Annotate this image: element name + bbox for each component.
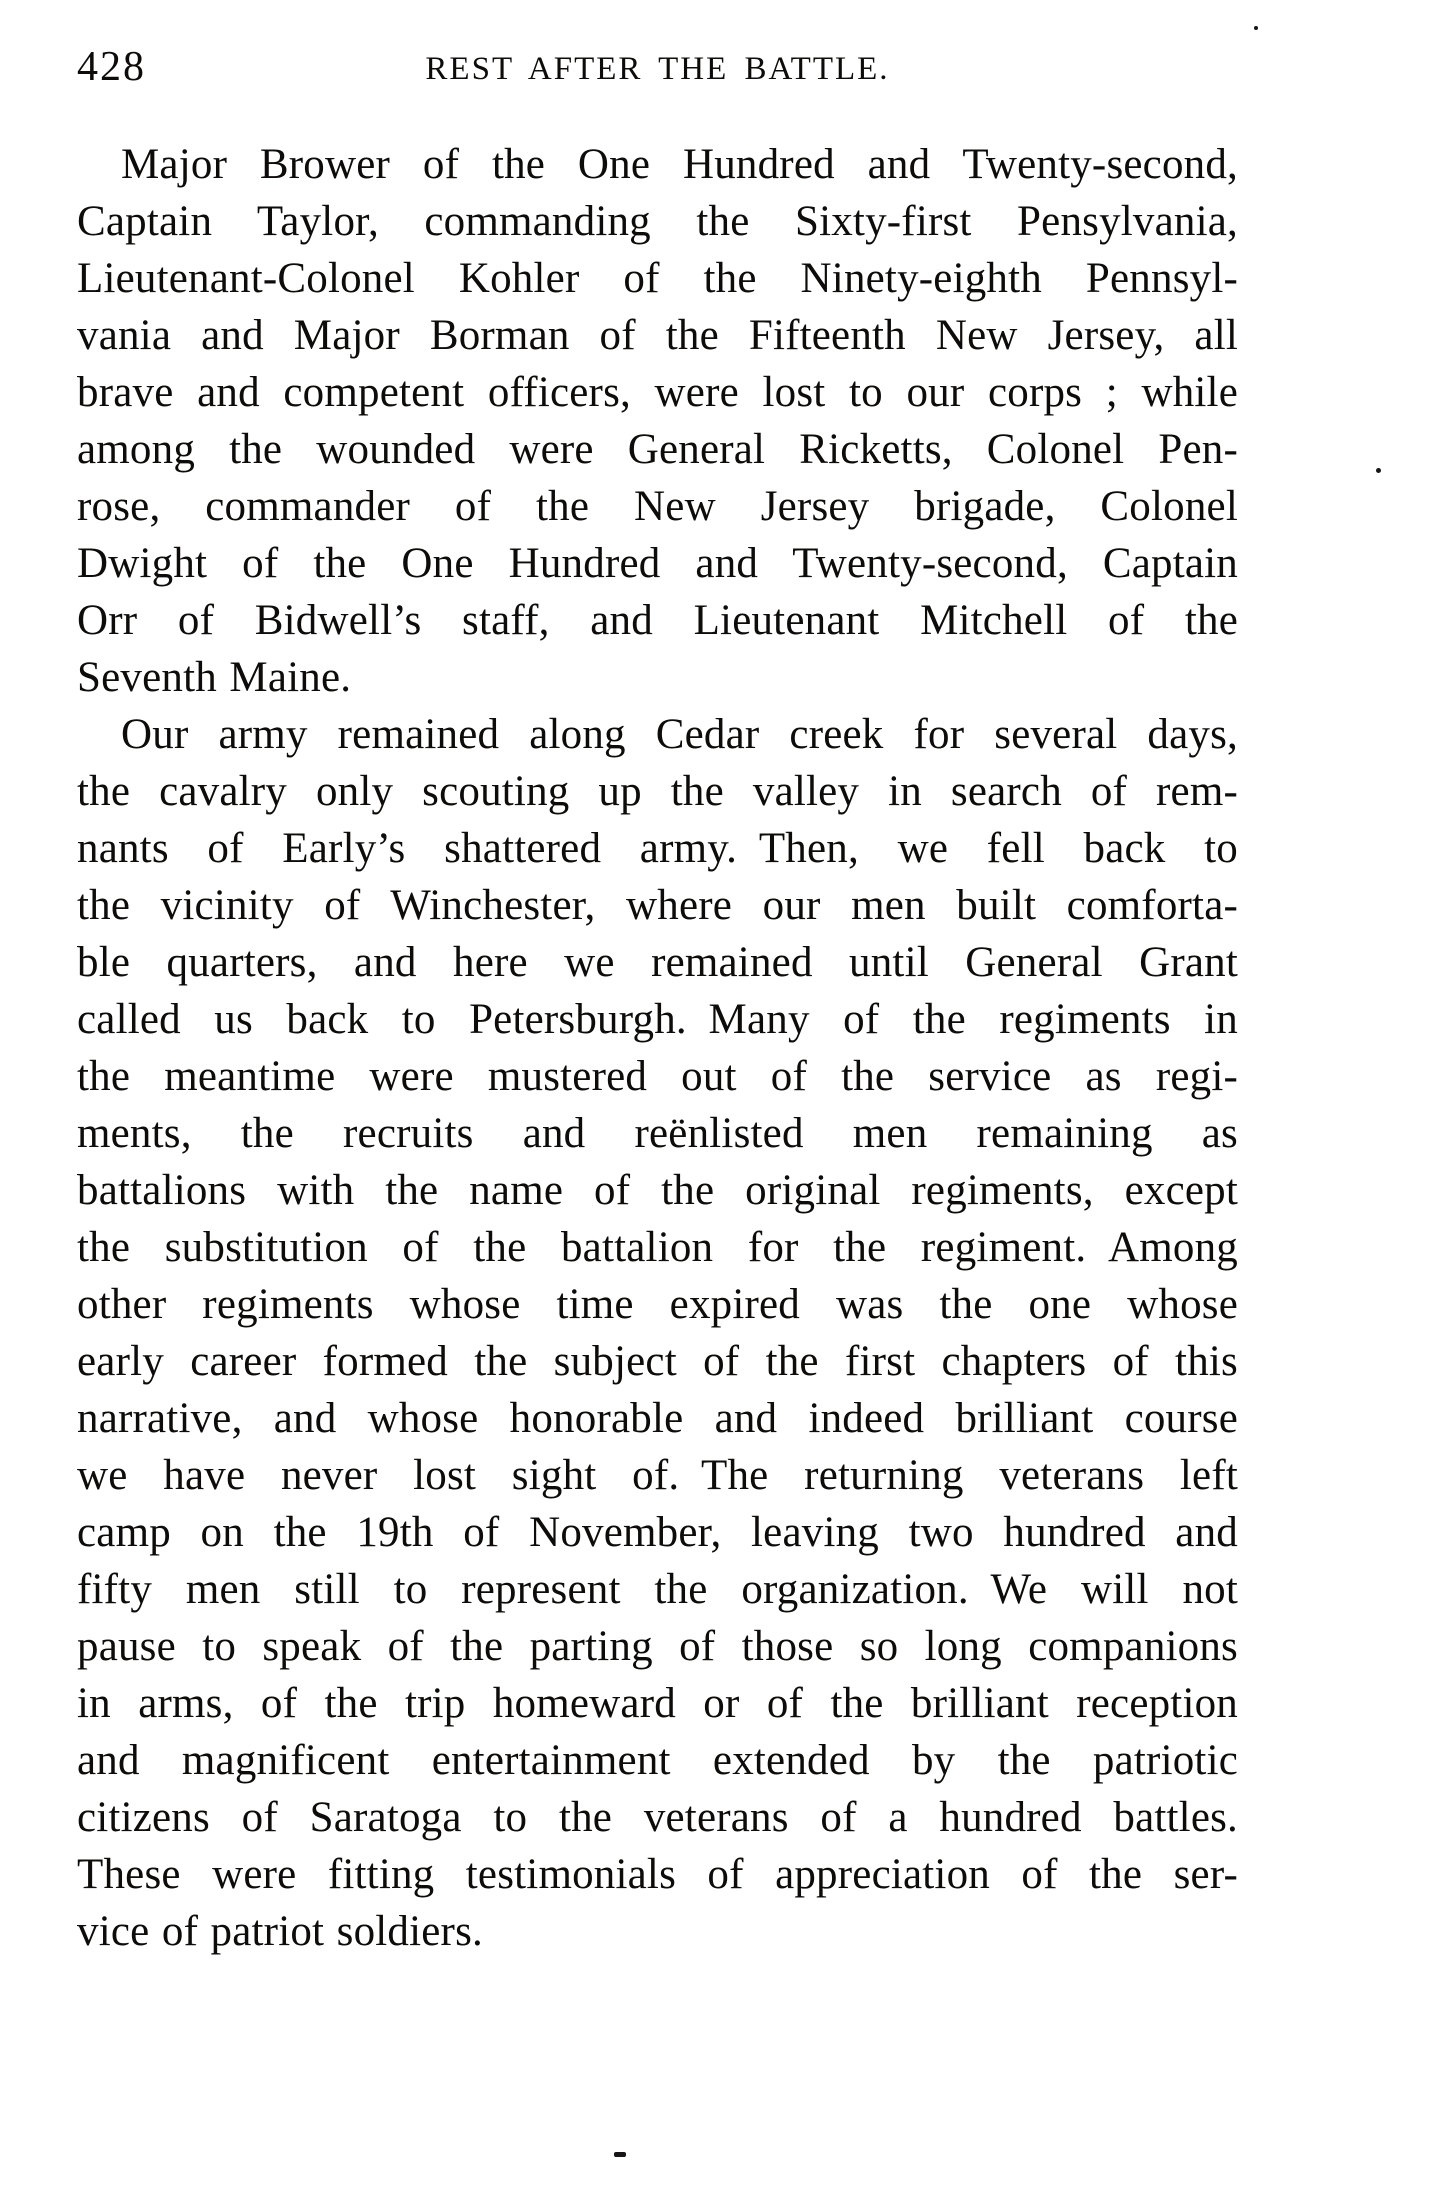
- text-line: Lieutenant-Colonel Kohler of the Ninety-eighth Pennsyl-: [77, 255, 1238, 302]
- text-line: camp on the 19th of November, leaving two hundred and: [77, 1509, 1238, 1556]
- text-line: Dwight of the One Hundred and Twenty-second, Captain: [77, 540, 1238, 587]
- text-line: nants of Early’s shattered army. Then, we fell back to: [77, 825, 1238, 872]
- text-line: Major Brower of the One Hundred and Twenty-second,: [121, 141, 1238, 188]
- text-line: fifty men still to represent the organization. We will not: [77, 1566, 1238, 1613]
- text-line: and magnificent entertainment extended by the patriotic: [77, 1737, 1238, 1784]
- text-line: the substitution of the battalion for the regiment. Among: [77, 1224, 1238, 1271]
- paragraph: [77, 136, 1238, 706]
- text-line: called us back to Petersburgh. Many of the regiments in: [77, 996, 1238, 1043]
- text-line: narrative, and whose honorable and indeed brilliant course: [77, 1395, 1238, 1442]
- text-line: in arms, of the trip homeward or of the brilliant reception: [77, 1680, 1238, 1727]
- text-line: Seventh Maine.: [77, 654, 352, 701]
- text-line: the meantime were mustered out of the service as regi-: [77, 1053, 1238, 1100]
- text-line: the vicinity of Winchester, where our men built comforta-: [77, 882, 1238, 929]
- text-line: Our army remained along Cedar creek for several days,: [121, 711, 1238, 758]
- text-line: Orr of Bidwell’s staff, and Lieutenant Mitchell of the: [77, 597, 1238, 644]
- text-line: rose, commander of the New Jersey brigade, Colonel: [77, 483, 1238, 530]
- text-line: early career formed the subject of the first chapters of this: [77, 1338, 1238, 1385]
- text-line: citizens of Saratoga to the veterans of a hundred battles.: [77, 1794, 1238, 1841]
- text-line: battalions with the name of the original regiments, except: [77, 1167, 1238, 1214]
- text-line: the cavalry only scouting up the valley in search of rem-: [77, 768, 1238, 815]
- body-text: [77, 136, 1238, 1960]
- scan-dash-artifact: [614, 2152, 626, 2157]
- scan-speck: [1376, 468, 1381, 473]
- running-header: REST AFTER THE BATTLE.: [425, 51, 890, 87]
- text-line: These were fitting testimonials of appreciation of the ser-: [77, 1851, 1238, 1898]
- text-line: vania and Major Borman of the Fifteenth New Jersey, all: [77, 312, 1238, 359]
- text-line: Captain Taylor, commanding the Sixty-first Pensylvania,: [77, 198, 1238, 245]
- text-line: other regiments whose time expired was the one whose: [77, 1281, 1238, 1328]
- text-line: ments, the recruits and reënlisted men remaining as: [77, 1110, 1238, 1157]
- text-line: brave and competent officers, were lost to our corps ; while: [77, 369, 1238, 416]
- page-number: 428: [77, 44, 146, 90]
- text-line: ble quarters, and here we remained until General Grant: [77, 939, 1238, 986]
- text-line: pause to speak of the parting of those so long companions: [77, 1623, 1238, 1670]
- text-line: among the wounded were General Ricketts, Colonel Pen-: [77, 426, 1238, 473]
- scan-speck: [1254, 26, 1258, 30]
- text-line: vice of patriot soldiers.: [77, 1908, 483, 1955]
- text-line: we have never lost sight of. The returning veterans left: [77, 1452, 1238, 1499]
- paragraph: [77, 706, 1238, 1960]
